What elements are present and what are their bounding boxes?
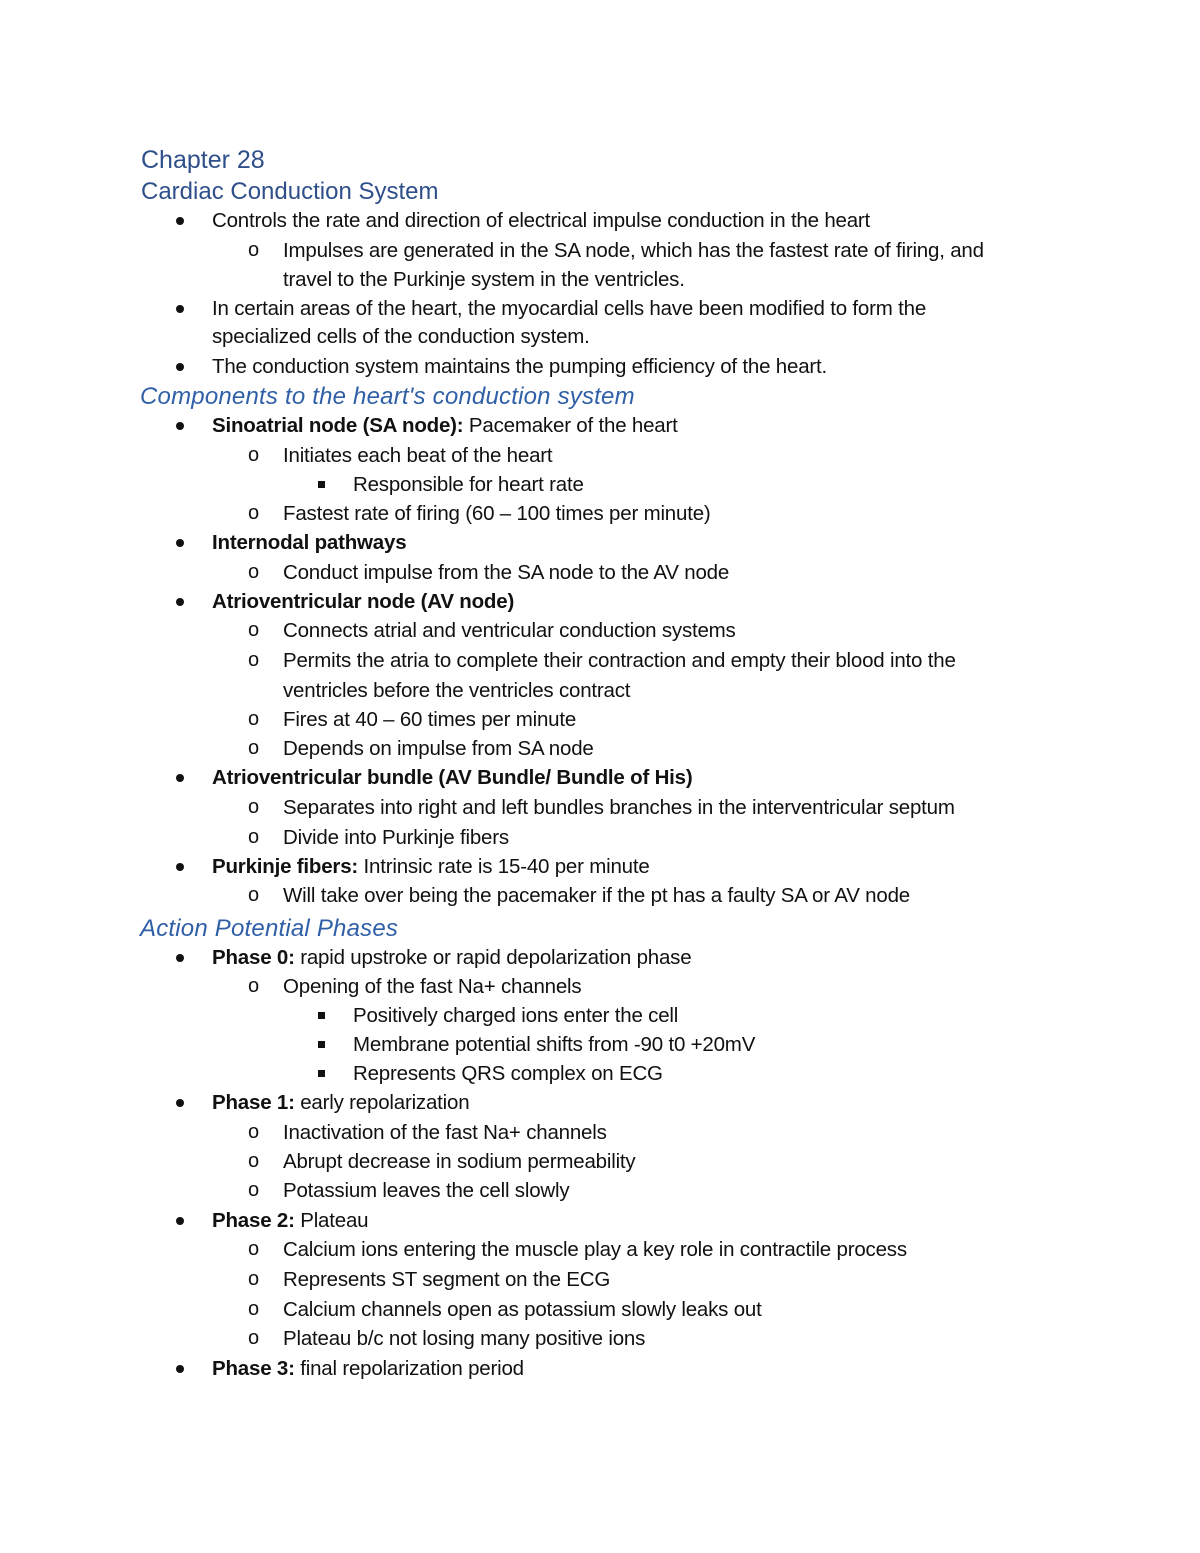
list-item: Calcium channels open as potassium slowly leaks out — [283, 1298, 762, 1321]
list-item: Responsible for heart rate — [353, 473, 584, 496]
bullet-circle: o — [248, 1179, 260, 1201]
bullet-circle: o — [248, 1298, 260, 1320]
list-item: Inactivation of the fast Na+ channels — [283, 1121, 607, 1144]
bullet-dot — [176, 422, 184, 430]
bullet-dot — [176, 1099, 184, 1107]
list-item: Divide into Purkinje fibers — [283, 826, 509, 849]
list-item: Permits the atria to complete their contraction and empty their blood into the — [283, 649, 956, 672]
list-item — [212, 857, 650, 878]
list-item: Atrioventricular bundle (AV Bundle/ Bundle of His) — [212, 766, 693, 789]
list-item: Separates into right and left bundles branches in the interventricular septum — [283, 796, 955, 819]
list-item: Abrupt decrease in sodium permeability — [283, 1150, 636, 1173]
term-label: Phase 2: — [212, 1209, 295, 1232]
bullet-circle: o — [248, 561, 260, 583]
list-item: Impulses are generated in the SA node, which has the fastest rate of firing, and — [283, 239, 984, 262]
term-text: final repolarization period — [294, 1357, 524, 1380]
term-label: Sinoatrial node (SA node): — [212, 414, 464, 437]
bullet-circle: o — [248, 444, 260, 466]
list-item: Represents ST segment on the ECG — [283, 1268, 611, 1291]
list-item: Represents QRS complex on ECG — [353, 1062, 663, 1085]
bullet-circle: o — [248, 737, 260, 759]
list-item-continuation: specialized cells of the conduction system. — [212, 325, 590, 348]
bullet-dot — [176, 863, 184, 871]
list-item: Opening of the fast Na+ channels — [283, 975, 582, 998]
bullet-dot — [176, 774, 184, 782]
list-item — [212, 1211, 368, 1232]
list-item: In certain areas of the heart, the myocardial cells have been modified to form the — [212, 297, 927, 320]
bullet-dot — [176, 1365, 184, 1373]
list-item: Internodal pathways — [212, 531, 407, 554]
bullet-dot — [176, 363, 184, 371]
bullet-circle: o — [248, 1268, 260, 1290]
bullet-square — [318, 1012, 325, 1019]
term-label: Phase 0: — [212, 946, 295, 969]
list-item: Initiates each beat of the heart — [283, 444, 553, 467]
list-item — [212, 948, 691, 969]
bullet-circle: o — [248, 619, 260, 641]
list-item: Will take over being the pacemaker if the pt has a faulty SA or AV node — [283, 884, 910, 907]
bullet-dot — [176, 217, 184, 225]
term-text: early repolarization — [294, 1091, 470, 1114]
bullet-dot — [176, 539, 184, 547]
list-item: Controls the rate and direction of electrical impulse conduction in the heart — [212, 209, 871, 232]
term-text: Intrinsic rate is 15-40 per minute — [358, 855, 650, 878]
bullet-square — [318, 1041, 325, 1048]
list-item-continuation: ventricles before the ventricles contract — [283, 679, 631, 702]
bullet-circle: o — [248, 975, 260, 997]
bullet-square — [318, 1070, 325, 1077]
list-item: Calcium ions entering the muscle play a key role in contractile process — [283, 1238, 907, 1261]
list-item: Fires at 40 – 60 times per minute — [283, 708, 577, 731]
bullet-dot — [176, 305, 184, 313]
list-item: Positively charged ions enter the cell — [353, 1004, 679, 1027]
bullet-dot — [176, 1217, 184, 1225]
bullet-circle: o — [248, 1150, 260, 1172]
term-label: Phase 3: — [212, 1357, 295, 1380]
bullet-dot — [176, 598, 184, 606]
term-label: Purkinje fibers: — [212, 855, 359, 878]
bullet-circle: o — [248, 649, 260, 671]
list-item: Plateau b/c not losing many positive ions — [283, 1327, 646, 1350]
components-heading: Components to the heart's conduction system — [140, 383, 635, 410]
list-item — [212, 416, 678, 437]
list-item: The conduction system maintains the pumping efficiency of the heart. — [212, 355, 828, 378]
list-item: Potassium leaves the cell slowly — [283, 1179, 570, 1202]
bullet-circle: o — [248, 1121, 260, 1143]
bullet-circle: o — [248, 1327, 260, 1349]
bullet-circle: o — [248, 884, 260, 906]
list-item — [212, 1093, 469, 1114]
bullet-circle: o — [248, 826, 260, 848]
term-text: Plateau — [294, 1209, 369, 1232]
chapter-title: Chapter 28 — [141, 146, 265, 174]
term-text: rapid upstroke or rapid depolarization phase — [294, 946, 692, 969]
list-item: Fastest rate of firing (60 – 100 times per minute) — [283, 502, 711, 525]
term-label: Phase 1: — [212, 1091, 295, 1114]
bullet-circle: o — [248, 1238, 260, 1260]
bullet-square — [318, 481, 325, 488]
list-item: Connects atrial and ventricular conduction systems — [283, 619, 736, 642]
bullet-circle: o — [248, 239, 260, 261]
section-title: Cardiac Conduction System — [141, 178, 439, 205]
list-item: Depends on impulse from SA node — [283, 737, 594, 760]
bullet-circle: o — [248, 708, 260, 730]
list-item: Conduct impulse from the SA node to the AV node — [283, 561, 730, 584]
bullet-circle: o — [248, 796, 260, 818]
bullet-dot — [176, 954, 184, 962]
term-text: Pacemaker of the heart — [463, 414, 678, 437]
list-item-continuation: travel to the Purkinje system in the ventricles. — [283, 268, 685, 291]
phases-heading: Action Potential Phases — [140, 915, 399, 942]
list-item: Atrioventricular node (AV node) — [212, 590, 515, 613]
list-item: Membrane potential shifts from -90 t0 +20mV — [353, 1033, 756, 1056]
list-item — [212, 1359, 524, 1380]
bullet-circle: o — [248, 502, 260, 524]
